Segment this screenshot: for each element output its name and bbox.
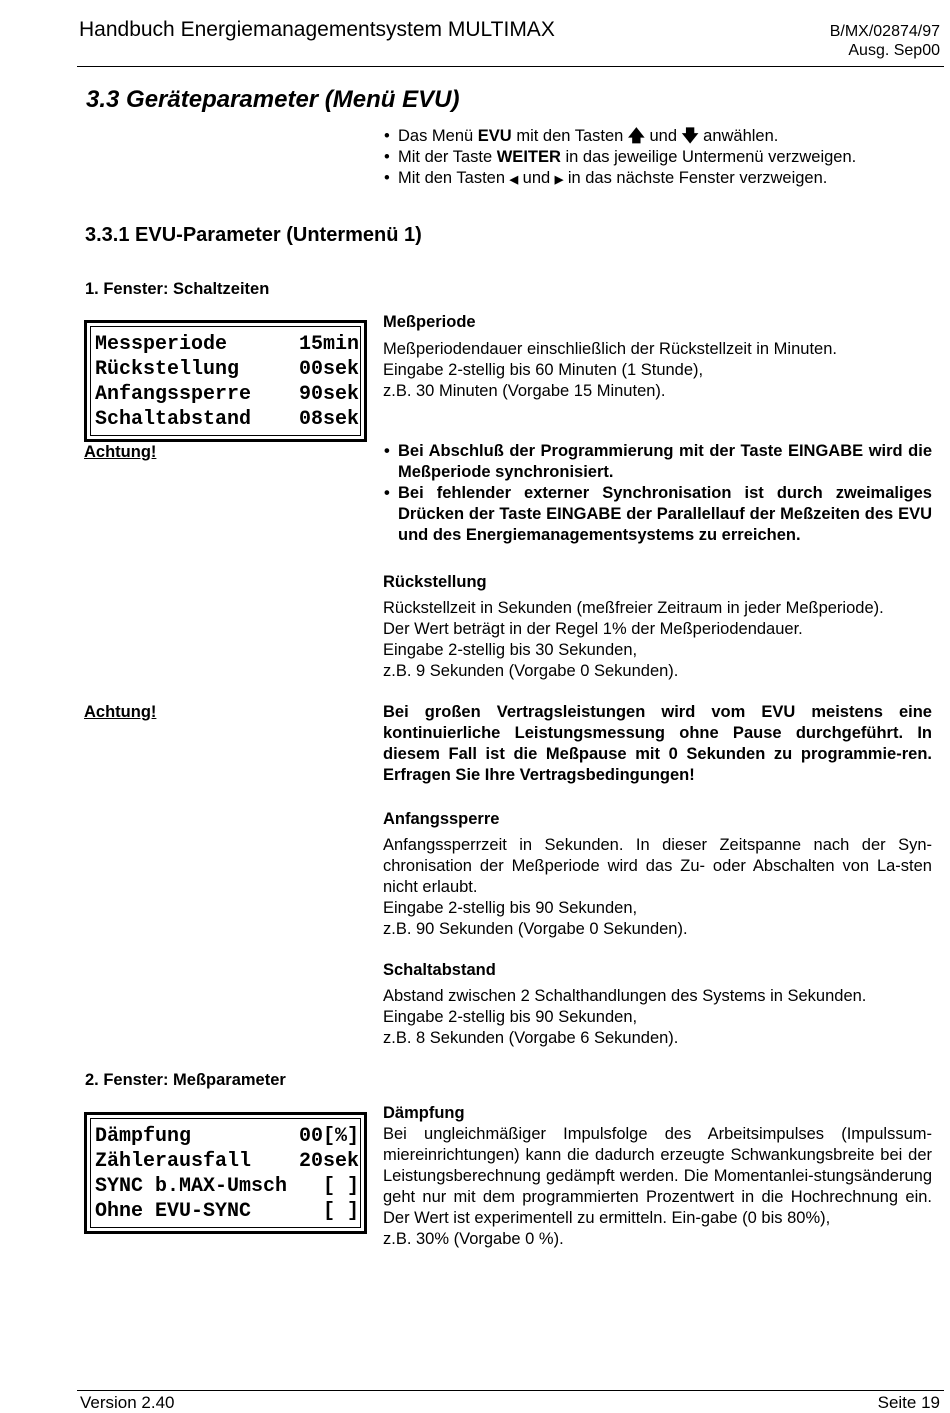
messperiode-heading: Meßperiode <box>383 313 476 331</box>
text-line: Eingabe 2-stellig bis 60 Minuten (1 Stunde), <box>383 361 704 379</box>
lcd-row: Ohne EVU-SYNC [ ] <box>95 1200 359 1223</box>
arrow-left-icon: ◀ <box>509 174 519 186</box>
lcd-row: SYNC b.MAX-Umsch [ ] <box>95 1175 359 1198</box>
warning-label: Achtung! <box>84 703 157 721</box>
text-line: Der Wert beträgt in der Regel 1% der Meßperiodendauer. <box>383 620 803 638</box>
text-line: Rückstellzeit in Sekunden (meßfreier Zeitraum in jeder Meßperiode). <box>383 599 884 617</box>
header-divider <box>77 66 944 67</box>
window1-title: 1. Fenster: Schaltzeiten <box>85 280 270 298</box>
document-reference <box>830 22 940 60</box>
schaltabstand-block <box>383 960 932 1049</box>
arrow-up-icon: 🡅 <box>627 127 645 145</box>
warning-label: Achtung! <box>84 443 157 461</box>
anfangssperre-paragraph: Anfangssperrzeit in Sekunden. In dieser Zeitspanne nach der Syn-chronisation der Meßperiode wird das Zu- oder Abschalten von La-sten nicht erlaubt. <box>383 836 932 896</box>
text-line: Eingabe 2-stellig bis 90 Sekunden, <box>383 899 638 917</box>
rueckstellung-block <box>383 572 932 682</box>
window2-title: 2. Fenster: Meßparameter <box>85 1071 286 1089</box>
daempfung-block <box>383 1103 932 1250</box>
doc-edition: Ausg. Sep00 <box>848 42 940 59</box>
warning-text: Bei großen Vertragsleistungen wird vom EVU meistens eine kontinuierliche Leistungsmessung ohne Pause durchgeführt. In diesem Fall ist die Meßpause mit 0 Sekunden zu programmie-ren. Erfragen Sie Ihre Vertragsbedingungen! <box>383 703 932 784</box>
instruction-item: • Mit den Tasten ◀ und ▶ in das nächste Fenster verzweigen. <box>383 168 932 191</box>
page-number: Seite 19 <box>877 1393 940 1412</box>
daempfung-paragraph: Bei ungleichmäßiger Impulsfolge des Arbeitsimpulses (Impulssum-miereinrichtungen) kann die dadurch erzeugte Schwankungsbreite bei der Leistungsberechnung gedämpft werden. Die Momentanlei-stungsänderung geht nur mit dem programmierten Prozentwert in die Hochrechnung ein. Der Wert ist experimentell zu ermitteln. Ein-gabe (0 bis 80%), <box>383 1125 932 1227</box>
text-line: z.B. 90 Sekunden (Vorgabe 0 Sekunden). <box>383 920 688 938</box>
warning-item: • Bei fehlender externer Synchronisation ist durch zweimaliges Drücken der Taste EINGABE der Parallellauf der Meßzeiten des EVU und des Energiemanagementsystems zu erreichen. <box>383 483 932 546</box>
subsection-title: 3.3.1 EVU-Parameter (Untermenü 1) <box>85 224 422 246</box>
lcd-display-messparameter <box>84 1112 367 1234</box>
lcd-row: Anfangssperre 90sek <box>95 383 359 406</box>
anfangssperre-heading: Anfangssperre <box>383 810 500 828</box>
footer-divider <box>77 1390 944 1391</box>
anfangssperre-block <box>383 809 932 940</box>
rueckstellung-heading: Rückstellung <box>383 573 487 591</box>
lcd-row: Zählerausfall 20sek <box>95 1150 359 1173</box>
arrow-down-icon: 🡇 <box>681 127 699 145</box>
warning-item: • Bei Abschluß der Programmierung mit der Taste EINGABE wird die Meßperiode synchronisiert. <box>383 441 932 483</box>
text-line: Eingabe 2-stellig bis 90 Sekunden, <box>383 1008 638 1026</box>
text-line: z.B. 30% (Vorgabe 0 %). <box>383 1230 564 1248</box>
menu-instructions <box>383 126 932 191</box>
warning-list <box>383 441 932 546</box>
lcd-row: Dämpfung 00[%] <box>95 1125 359 1148</box>
text-line: Eingabe 2-stellig bis 30 Sekunden, <box>383 641 638 659</box>
text-line: Meßperiodendauer einschließlich der Rückstellzeit in Minuten. <box>383 340 837 358</box>
schaltabstand-paragraph: Abstand zwischen 2 Schalthandlungen des Systems in Sekunden. <box>383 987 867 1005</box>
instruction-item: • Das Menü EVU mit den Tasten 🡅 und 🡇 anwählen. <box>383 126 932 147</box>
section-title: 3.3 Geräteparameter (Menü EVU) <box>86 86 460 113</box>
daempfung-heading: Dämpfung <box>383 1104 465 1122</box>
doc-ref-number: B/MX/02874/97 <box>829 23 940 40</box>
messperiode-block <box>383 312 932 402</box>
version-label: Version 2.40 <box>80 1393 175 1412</box>
schaltabstand-heading: Schaltabstand <box>383 961 496 979</box>
lcd-row: Schaltabstand 08sek <box>95 408 359 431</box>
text-line: z.B. 30 Minuten (Vorgabe 15 Minuten). <box>383 382 666 400</box>
text-line: z.B. 9 Sekunden (Vorgabe 0 Sekunden). <box>383 662 679 680</box>
instruction-item: • Mit der Taste WEITER in das jeweilige Untermenü verzweigen. <box>383 147 932 168</box>
arrow-right-icon: ▶ <box>554 174 564 186</box>
text-line: z.B. 8 Sekunden (Vorgabe 6 Sekunden). <box>383 1029 679 1047</box>
manual-title: Handbuch Energiemanagementsystem MULTIMAX <box>79 18 555 41</box>
lcd-row: Rückstellung 00sek <box>95 358 359 381</box>
lcd-row: Messperiode 15min <box>95 333 359 356</box>
lcd-display-schaltzeiten <box>84 320 367 442</box>
